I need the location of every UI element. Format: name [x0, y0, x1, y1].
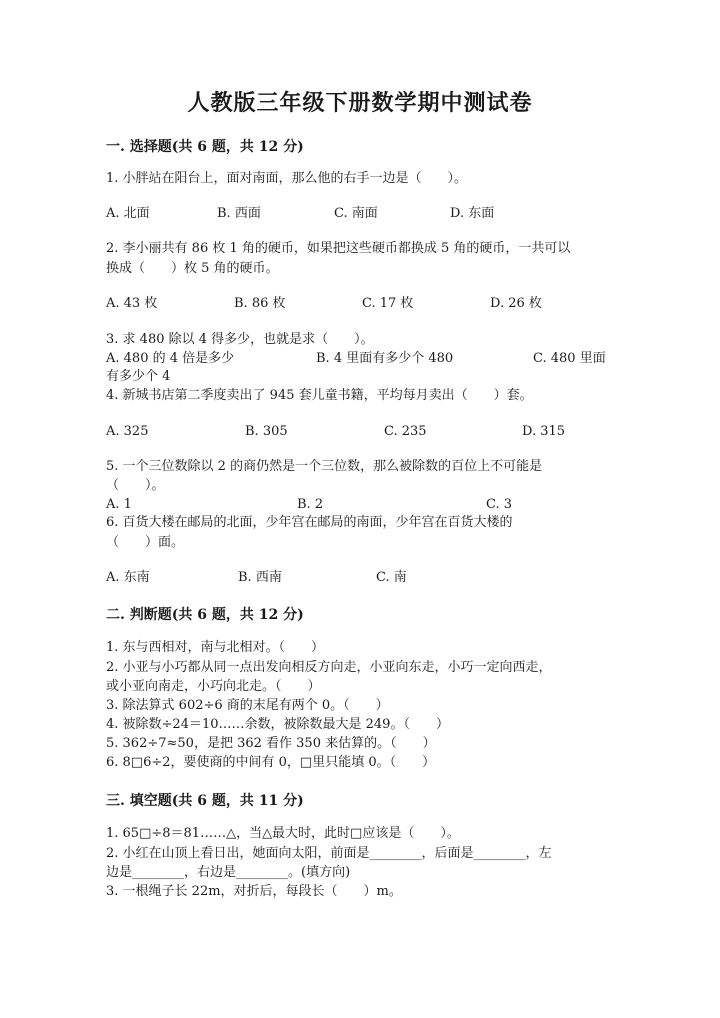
- judgement-line-1: 1. 东与西相对，南与北相对。（ ）: [106, 640, 325, 655]
- q2-option-d: D. 26 枚: [490, 296, 542, 311]
- q1-option-d: D. 东面: [450, 206, 495, 221]
- q6-option-c: C. 南: [376, 570, 407, 585]
- question-4-text: 4. 新城书店第二季度卖出了 945 套儿童书籍，平均每月卖出（ ）套。: [106, 388, 533, 403]
- judgement-line-7: 6. 8□6÷2，要使商的中间有 0，□里只能填 0。（ ）: [106, 755, 436, 770]
- section-heading-choice: 一. 选择题(共 6 题，共 12 分): [106, 139, 304, 155]
- q3-option-b: B. 4 里面有多少个 480: [316, 351, 454, 366]
- question-6-line-1: 6. 百货大楼在邮局的北面，少年宫在邮局的南面，少年宫在百货大楼的: [106, 515, 513, 530]
- q3-option-c-continued: 有多少个 4: [106, 369, 171, 384]
- q2-option-b: B. 86 枚: [234, 296, 286, 311]
- fill-in-line-3: 边是________，右边是________。(填方向): [106, 865, 351, 880]
- q5-option-a: A. 1: [106, 497, 132, 512]
- q4-option-d: D. 315: [522, 424, 566, 439]
- question-6-line-2: （ ）面。: [106, 535, 185, 550]
- q3-option-c: C. 480 里面: [533, 351, 606, 366]
- question-2-line-1: 2. 李小丽共有 86 枚 1 角的硬币，如果把这些硬币都换成 5 角的硬币，一共可以: [106, 241, 571, 256]
- fill-in-line-1: 1. 65□÷8＝81……△，当△最大时，此时□应该是（ ）。: [106, 826, 460, 841]
- q4-option-b: B. 305: [245, 424, 288, 439]
- page-title: 人教版三年级下册数学期中测试卷: [187, 90, 533, 116]
- fill-in-line-4: 3. 一根绳子长 22m，对折后，每段长（ ）m。: [106, 884, 402, 899]
- q5-option-b: B. 2: [297, 497, 324, 512]
- judgement-line-3: 或小亚向南走，小巧向北走。（ ）: [106, 679, 321, 694]
- judgement-line-4: 3. 除法算式 602÷6 商的末尾有两个 0。（ ）: [106, 698, 389, 713]
- section-heading-fill-in: 三. 填空题(共 6 题，共 11 分): [106, 793, 304, 809]
- q2-option-c: C. 17 枚: [362, 296, 414, 311]
- question-5-line-1: 5. 一个三位数除以 2 的商仍然是一个三位数，那么被除数的百位上不可能是: [106, 459, 543, 474]
- q1-option-a: A. 北面: [106, 206, 150, 221]
- fill-in-line-2: 2. 小红在山顶上看日出，她面向太阳，前面是________，后面是________，左: [106, 846, 552, 861]
- q4-option-a: A. 325: [106, 424, 149, 439]
- q1-option-c: C. 南面: [334, 206, 378, 221]
- section-heading-judgement: 二. 判断题(共 6 题，共 12 分): [106, 607, 304, 623]
- q4-option-c: C. 235: [384, 424, 427, 439]
- question-5-line-2: （ ）。: [106, 478, 165, 493]
- question-3-text: 3. 求 480 除以 4 得多少，也就是求（ ）。: [106, 332, 374, 347]
- q2-option-a: A. 43 枚: [106, 296, 158, 311]
- judgement-line-5: 4. 被除数÷24＝10……余数，被除数最大是 249。（ ）: [106, 717, 449, 732]
- judgement-line-2: 2. 小亚与小巧都从同一点出发向相反方向走，小亚向东走，小巧一定向西走，: [106, 660, 552, 675]
- question-1-text: 1. 小胖站在阳台上，面对南面，那么他的右手一边是（ ）。: [106, 171, 468, 186]
- q5-option-c: C. 3: [486, 497, 513, 512]
- q3-option-a: A. 480 的 4 倍是多少: [106, 351, 235, 366]
- judgement-line-6: 5. 362÷7≈50，是把 362 看作 350 来估算的。（ ）: [106, 736, 436, 751]
- question-2-line-2: 换成（ ）枚 5 角的硬币。: [106, 261, 279, 276]
- q6-option-b: B. 西南: [238, 570, 282, 585]
- q1-option-b: B. 西面: [217, 206, 261, 221]
- q6-option-a: A. 东南: [106, 570, 150, 585]
